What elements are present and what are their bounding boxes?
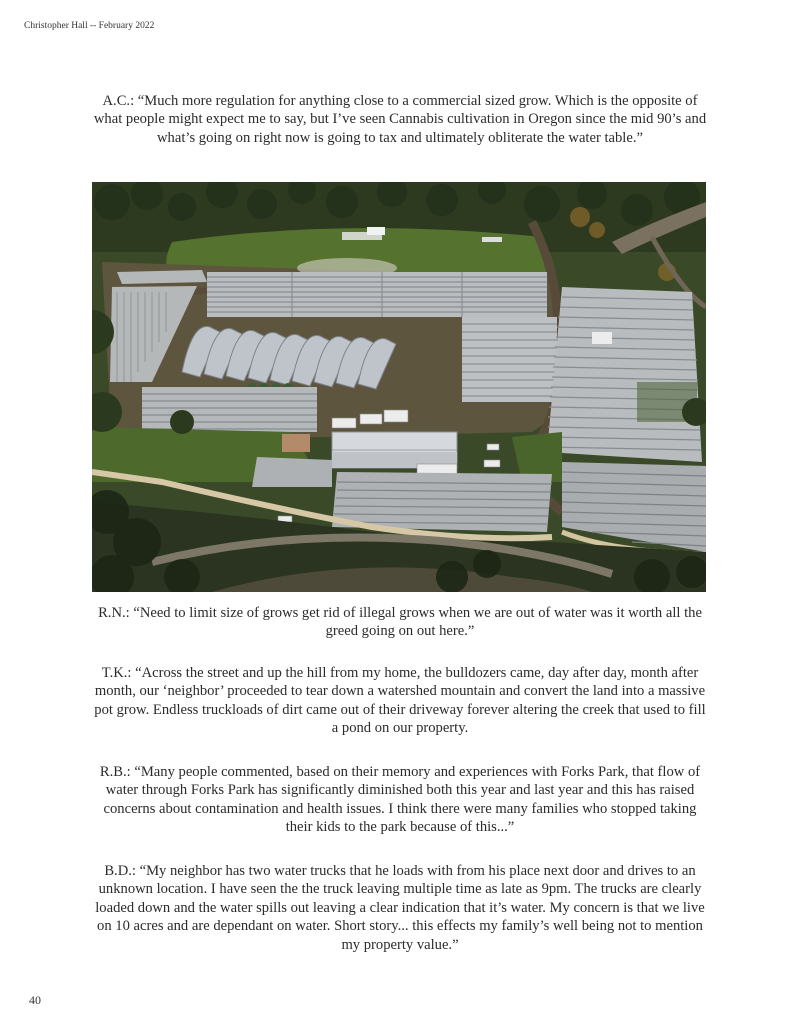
quote-tk: T.K.: “Across the street and up the hill from my home, the bulldozers came, day after day, month after month, our ‘neighbor’ proceeded to tear down a watershed mountain and convert the land into a massive pot grow. Endless truckloads of dirt came out of their driveway forever altering the creek that used to fill a pond on our property. xyxy=(94,665,706,737)
aerial-photo-cannabis-grow xyxy=(92,182,706,592)
running-header: Christopher Hall -- February 2022 xyxy=(24,21,155,31)
quote-rn: R.N.: “Need to limit size of grows get rid of illegal grows when we are out of water was it worth all the greed going on out here.” xyxy=(98,605,702,640)
quote-rb: R.B.: “Many people commented, based on their memory and experiences with Forks Park, that flow of water through Forks Park has significantly diminished both this year and last year and this has raised concerns about contamination and health issues. I think there were many families who stopped taking their kids to the park because of this...” xyxy=(99,764,701,836)
quote-bd: B.D.: “My neighbor has two water trucks that he loads with from his place next door and drives to an unknown location. I have seen the the truck leaving multiple time as late as 9pm. The trucks are clearly loaded down and the water spills out leaving a clear indication that it’s water. My concern is that we live on 10 acres and are dependant on water. Short story... this effects my family’s well being not to mention my property value.” xyxy=(95,863,705,953)
page-number: 40 xyxy=(29,993,41,1007)
quote-ac: A.C.: “Much more regulation for anything close to a commercial sized grow. Which is the opposite of what people might expect me to say, but I’ve seen Cannabis cultivation in Oregon since the mid 90’s and what’s going on right now is going to tax and ultimately obliterate the water table.” xyxy=(93,93,707,146)
